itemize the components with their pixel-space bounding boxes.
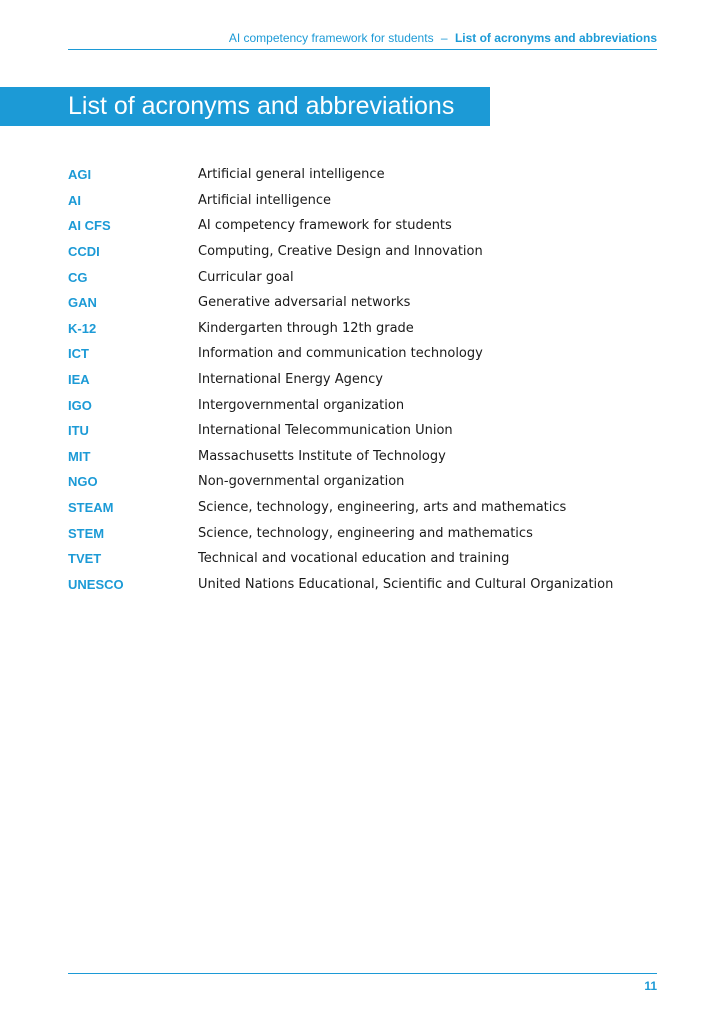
acronym-definition: International Energy Agency bbox=[198, 372, 383, 388]
acronym-row bbox=[68, 341, 657, 367]
acronym-definition: Curricular goal bbox=[198, 269, 294, 285]
acronym-abbreviation: AI bbox=[68, 192, 81, 208]
acronym-row bbox=[68, 264, 657, 290]
acronym-abbreviation: CCDI bbox=[68, 244, 100, 260]
acronym-row bbox=[68, 367, 657, 393]
acronym-abbreviation: ICT bbox=[68, 346, 89, 362]
footer-divider bbox=[68, 973, 657, 974]
acronym-row bbox=[68, 444, 657, 470]
acronym-definition: Artificial intelligence bbox=[198, 192, 332, 208]
acronym-row bbox=[68, 392, 657, 418]
page-title: List of acronyms and abbreviations bbox=[68, 92, 455, 120]
acronym-definition: Generative adversarial networks bbox=[198, 295, 411, 311]
acronym-abbreviation: ITU bbox=[68, 423, 89, 439]
running-header bbox=[229, 31, 657, 45]
acronym-abbreviation: IEA bbox=[68, 372, 90, 388]
acronym-row bbox=[68, 495, 657, 521]
running-header-separator: – bbox=[440, 31, 448, 45]
acronym-row bbox=[68, 520, 657, 546]
acronym-definition: Information and communication technology bbox=[198, 346, 483, 362]
acronym-definition: Intergovernmental organization bbox=[198, 397, 405, 413]
acronym-definition: Science, technology, engineering and mathematics bbox=[198, 525, 533, 541]
acronym-abbreviation: STEM bbox=[68, 525, 105, 541]
acronym-definition: International Telecommunication Union bbox=[198, 423, 453, 439]
acronym-row bbox=[68, 162, 657, 188]
title-band bbox=[0, 87, 490, 126]
running-header-document-title: AI competency framework for students bbox=[228, 31, 434, 45]
acronym-row bbox=[68, 188, 657, 214]
acronym-abbreviation: IGO bbox=[68, 397, 92, 413]
acronym-definition: Science, technology, engineering, arts and mathematics bbox=[198, 500, 567, 516]
acronym-row bbox=[68, 572, 657, 598]
page-number: 11 bbox=[644, 979, 657, 993]
acronym-row bbox=[68, 213, 657, 239]
header-divider bbox=[68, 49, 657, 50]
acronym-definition: Technical and vocational education and training bbox=[198, 551, 510, 567]
acronym-row bbox=[68, 316, 657, 342]
acronym-definition: Computing, Creative Design and Innovation bbox=[198, 244, 483, 260]
acronym-row bbox=[68, 290, 657, 316]
acronym-abbreviation: STEAM bbox=[68, 500, 114, 516]
acronym-definition: Kindergarten through 12th grade bbox=[198, 320, 414, 336]
acronym-row bbox=[68, 239, 657, 265]
acronym-abbreviation: MIT bbox=[68, 448, 91, 464]
acronym-abbreviation: AGI bbox=[68, 167, 92, 183]
acronym-definition: Artificial general intelligence bbox=[198, 167, 385, 183]
acronym-row bbox=[68, 418, 657, 444]
acronym-definition: Massachusetts Institute of Technology bbox=[198, 448, 446, 464]
acronym-definition: AI competency framework for students bbox=[198, 218, 452, 234]
acronym-abbreviation: UNESCO bbox=[68, 576, 124, 592]
acronym-row bbox=[68, 469, 657, 495]
acronym-abbreviation: NGO bbox=[68, 474, 98, 490]
acronym-abbreviation: K-12 bbox=[68, 320, 97, 336]
acronym-abbreviation: CG bbox=[68, 269, 88, 285]
acronym-abbreviation: TVET bbox=[68, 551, 102, 567]
acronym-definition: United Nations Educational, Scientific and Cultural Organization bbox=[198, 576, 614, 592]
acronym-row bbox=[68, 546, 657, 572]
acronym-abbreviation: GAN bbox=[68, 295, 97, 311]
acronym-definition: Non-governmental organization bbox=[198, 474, 405, 490]
acronym-abbreviation: AI CFS bbox=[68, 218, 111, 234]
acronym-list bbox=[68, 162, 657, 597]
running-header-section-title: List of acronyms and abbreviations bbox=[454, 31, 657, 45]
